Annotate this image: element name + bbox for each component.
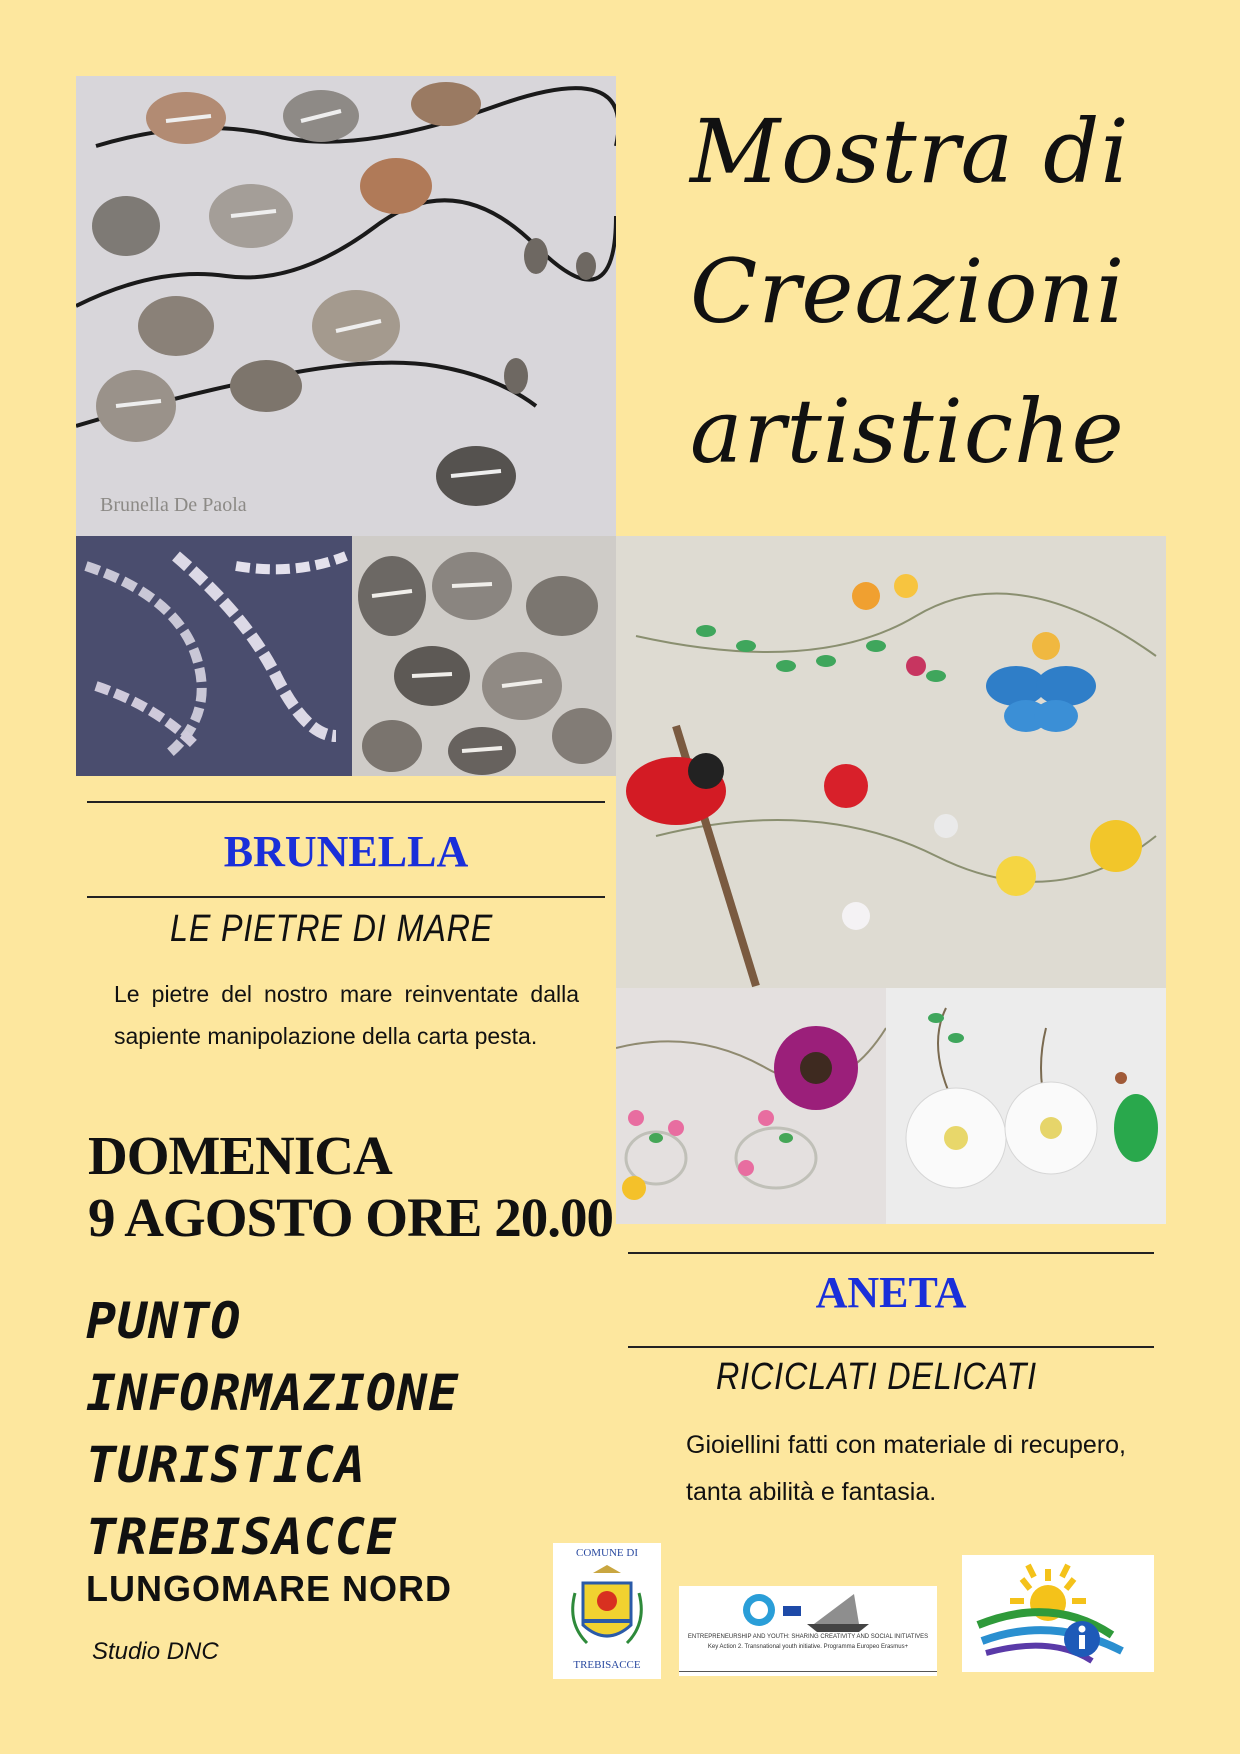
title-line-2: Creazioni: [690, 240, 1126, 343]
artist-name-brunella: BRUNELLA: [223, 827, 469, 876]
divider-aneta-top: [628, 1252, 1154, 1254]
venue-street: LUNGOMARE NORD: [86, 1568, 452, 1609]
photo-daisy-earrings: [886, 988, 1166, 1224]
photo-loose-pebbles: [352, 536, 616, 776]
title-line-3: artistiche: [690, 380, 1125, 483]
venue-line-4: TREBISACCE: [86, 1508, 398, 1566]
venue-line-1: PUNTO: [86, 1292, 242, 1350]
title-line-1: Mostra di: [690, 100, 1130, 203]
divider-brunella-bottom: [87, 896, 605, 898]
event-day: DOMENICA: [88, 1125, 392, 1186]
erasmus-logo-underline: [679, 1671, 937, 1672]
studio-credit: Studio DNC: [92, 1638, 219, 1665]
comune-logo-top-text: COMUNE DI: [575, 1547, 639, 1559]
erasmus-logo-line-2: Key Action 2. Transnational youth initiative. Programma Europeo Erasmus+: [707, 1644, 909, 1650]
venue-line-2: INFORMAZIONE: [86, 1364, 460, 1422]
photo-watermark: Brunella De Paola: [100, 494, 247, 516]
description-brunella: Le pietre del nostro mare reinventate dalla sapiente manipolazione della carta pesta.: [114, 981, 579, 1049]
venue-line-3: TURISTICA: [86, 1436, 366, 1494]
tourist-info-logo: [962, 1555, 1154, 1672]
subtitle-brunella: LE PIETRE DI MARE: [170, 908, 494, 950]
description-aneta: Gioiellini fatti con materiale di recupero, tanta abilità e fantasia.: [686, 1431, 1126, 1506]
event-date-time: 9 AGOSTO ORE 20.00: [88, 1187, 613, 1248]
photo-flower-jewellery: [616, 536, 1166, 988]
comune-trebisacce-logo: [553, 1543, 661, 1679]
photo-white-necklaces: [76, 536, 352, 776]
comune-logo-bottom-text: TREBISACCE: [573, 1659, 641, 1671]
subtitle-aneta: RICICLATI DELICATI: [716, 1356, 1038, 1398]
photo-pebble-necklace: [76, 76, 616, 536]
info-icon: [1064, 1621, 1100, 1657]
erasmus-logo-line-1: ENTREPRENEURSHIP AND YOUTH: SHARING CREATIVITY AND SOCIAL INITIATIVES: [687, 1634, 929, 1640]
divider-brunella-top: [87, 801, 605, 803]
photo-purple-flower: [616, 988, 886, 1224]
erasmus-project-logo: [679, 1586, 937, 1676]
divider-aneta-bottom: [628, 1346, 1154, 1348]
artist-name-aneta: ANETA: [815, 1268, 967, 1317]
